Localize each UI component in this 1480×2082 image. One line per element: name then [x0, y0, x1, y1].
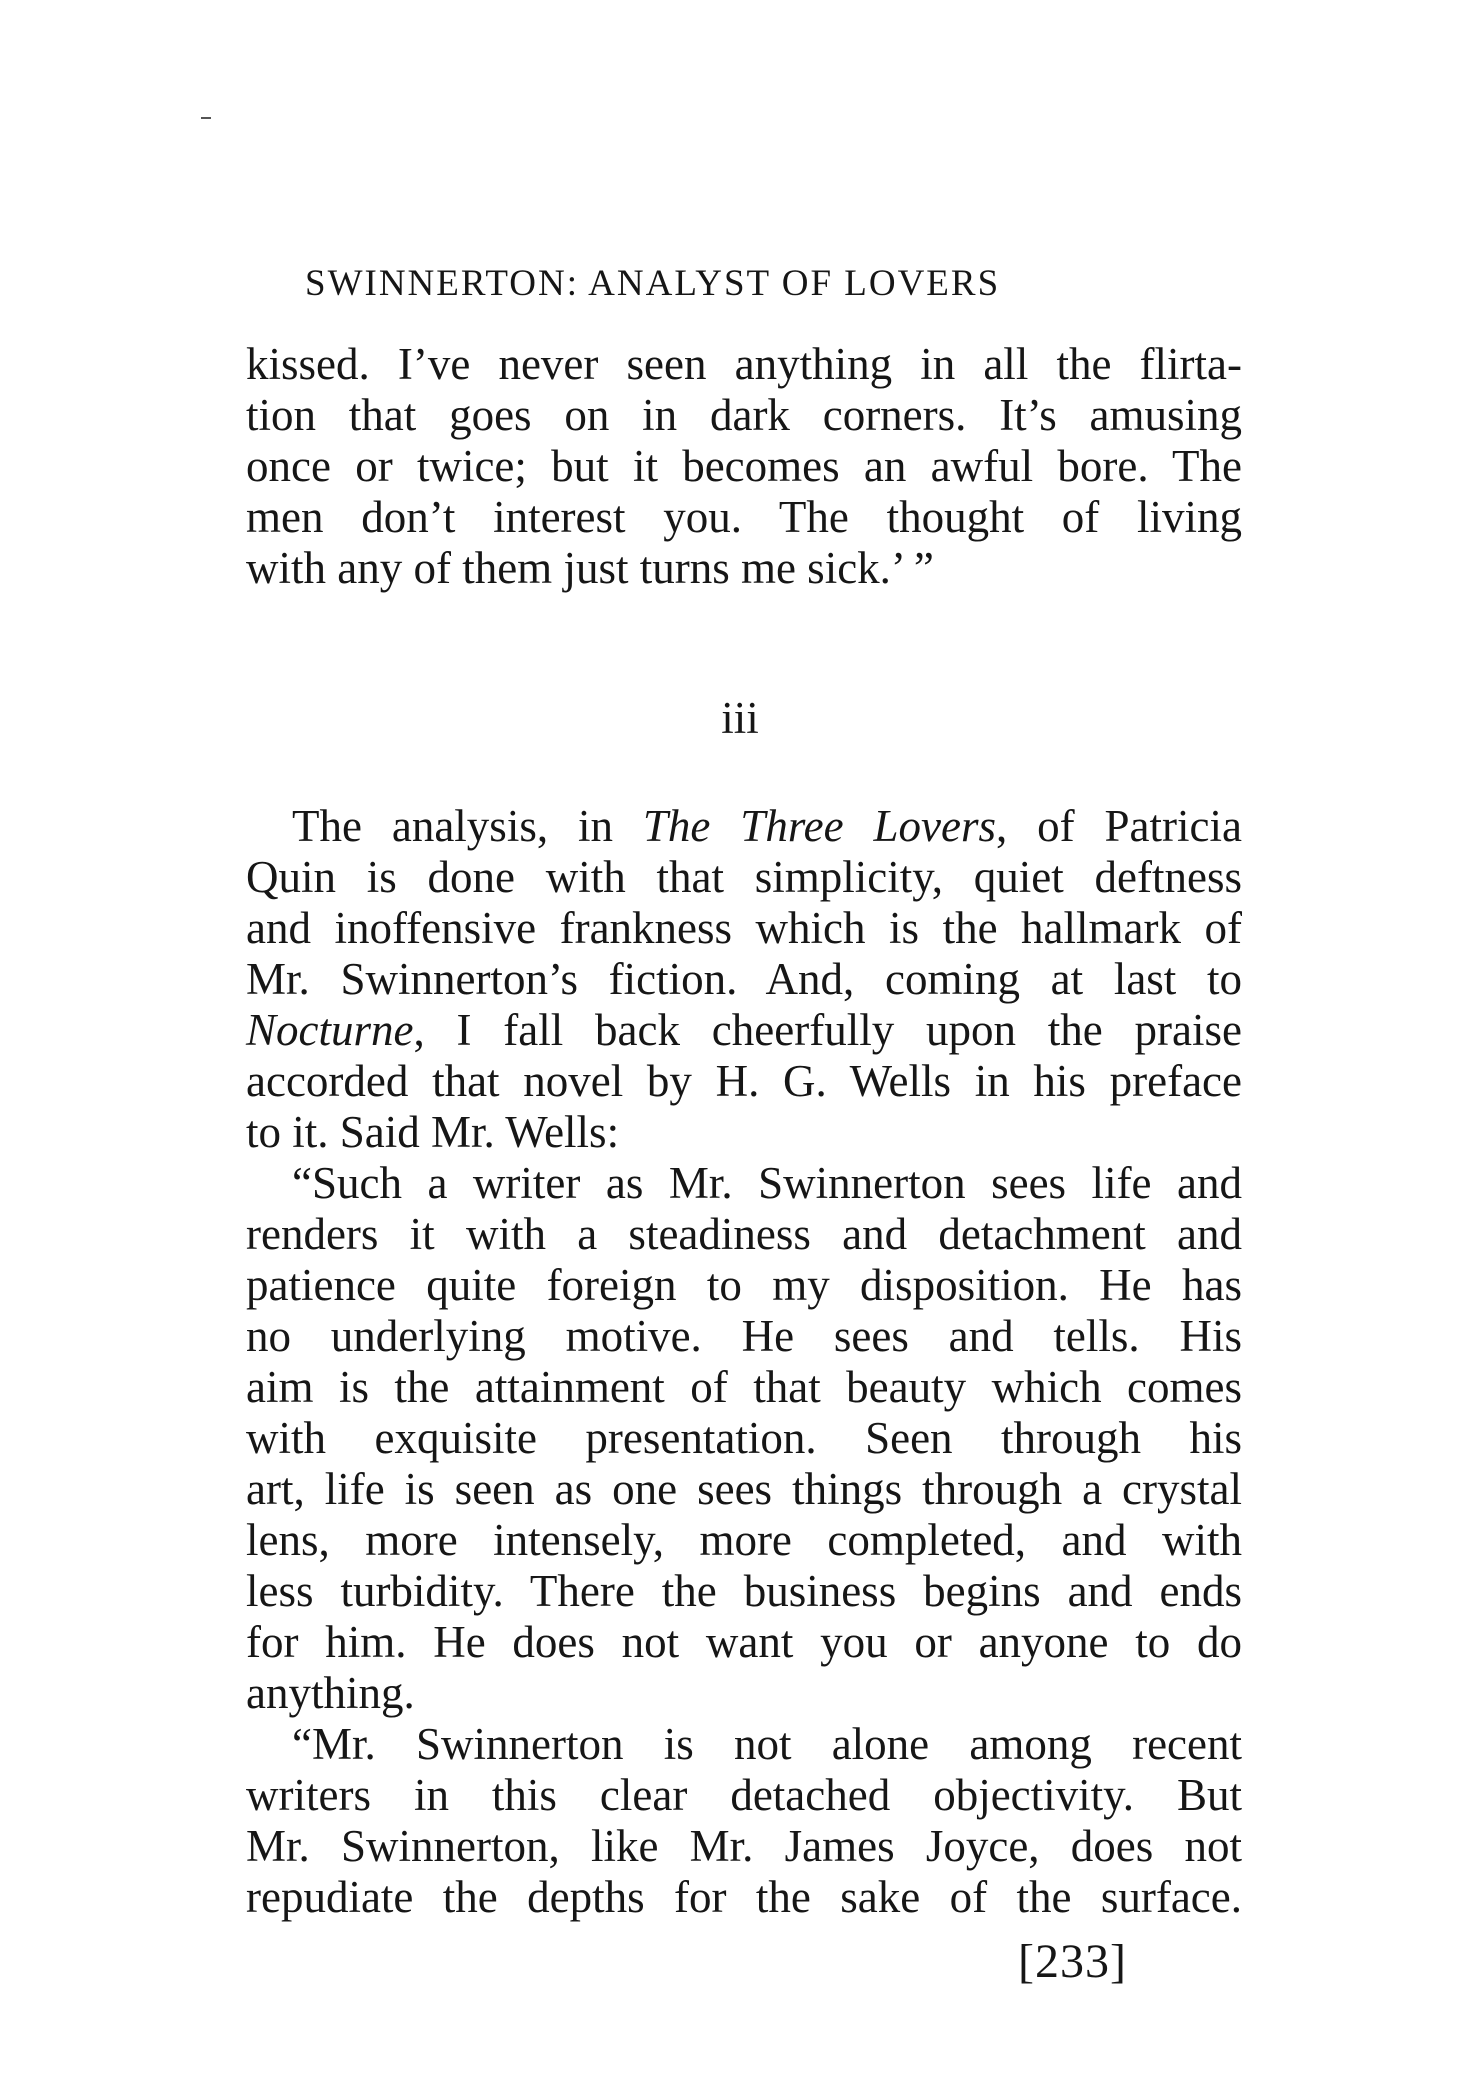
text-line: repudiate the depths for the sake of the surface. [246, 1872, 1242, 1922]
stray-mark [201, 117, 211, 119]
text-line: to it. Said Mr. Wells: [246, 1107, 620, 1157]
text-line: with any of them just turns me sick.’ ” [246, 543, 934, 593]
text-line: and inoffensive frankness which is the hallmark of [246, 903, 1242, 953]
running-header: SWINNERTON: ANALYST OF LOVERS [305, 263, 1001, 304]
text-line: once or twice; but it becomes an awful bore. The [246, 441, 1242, 491]
text-line: men don’t interest you. The thought of living [246, 492, 1242, 542]
text-line: patience quite foreign to my disposition. He has [246, 1260, 1242, 1310]
text-line [246, 1005, 1242, 1056]
text-line: Mr. Swinnerton’s fiction. And, coming at last to [246, 954, 1242, 1004]
text-line: no underlying motive. He sees and tells. His [246, 1311, 1242, 1361]
text-line: Quin is done with that simplicity, quiet deftness [246, 852, 1242, 902]
text-fragment: The analysis, in [292, 801, 643, 851]
text-line: accorded that novel by H. G. Wells in his preface [246, 1056, 1242, 1106]
text-line: aim is the attainment of that beauty which comes [246, 1362, 1242, 1412]
text-line: lens, more intensely, more completed, and with [246, 1515, 1242, 1565]
section-number: iii [721, 693, 759, 743]
text-line [246, 801, 1242, 852]
text-line: with exquisite presentation. Seen through his [246, 1413, 1242, 1463]
text-line: “Mr. Swinnerton is not alone among recent [292, 1719, 1242, 1769]
text-fragment: , of Patricia [996, 801, 1242, 851]
continuation-text [246, 339, 1242, 594]
text-fragment: , I fall back cheerfully upon the praise [413, 1005, 1242, 1055]
text-line: writers in this clear detached objectivity. But [246, 1770, 1242, 1820]
text-line: anything. [246, 1668, 415, 1718]
text-line: art, life is seen as one sees things through a crystal [246, 1464, 1242, 1514]
text-line: less turbidity. There the business begins and ends [246, 1566, 1242, 1616]
page-number: [233] [1018, 1935, 1127, 1988]
text-line: Mr. Swinnerton, like Mr. James Joyce, does not [246, 1821, 1242, 1871]
text-line: renders it with a steadiness and detachment and [246, 1209, 1242, 1259]
body-text [246, 801, 1242, 1923]
text-line: for him. He does not want you or anyone to do [246, 1617, 1242, 1667]
book-title: Nocturne [246, 1005, 414, 1055]
book-title: The Three Lovers [642, 801, 996, 851]
text-line: kissed. I’ve never seen anything in all the flirta- [246, 339, 1242, 389]
text-line: “Such a writer as Mr. Swinnerton sees life and [292, 1158, 1242, 1208]
text-line: tion that goes on in dark corners. It’s amusing [246, 390, 1242, 440]
